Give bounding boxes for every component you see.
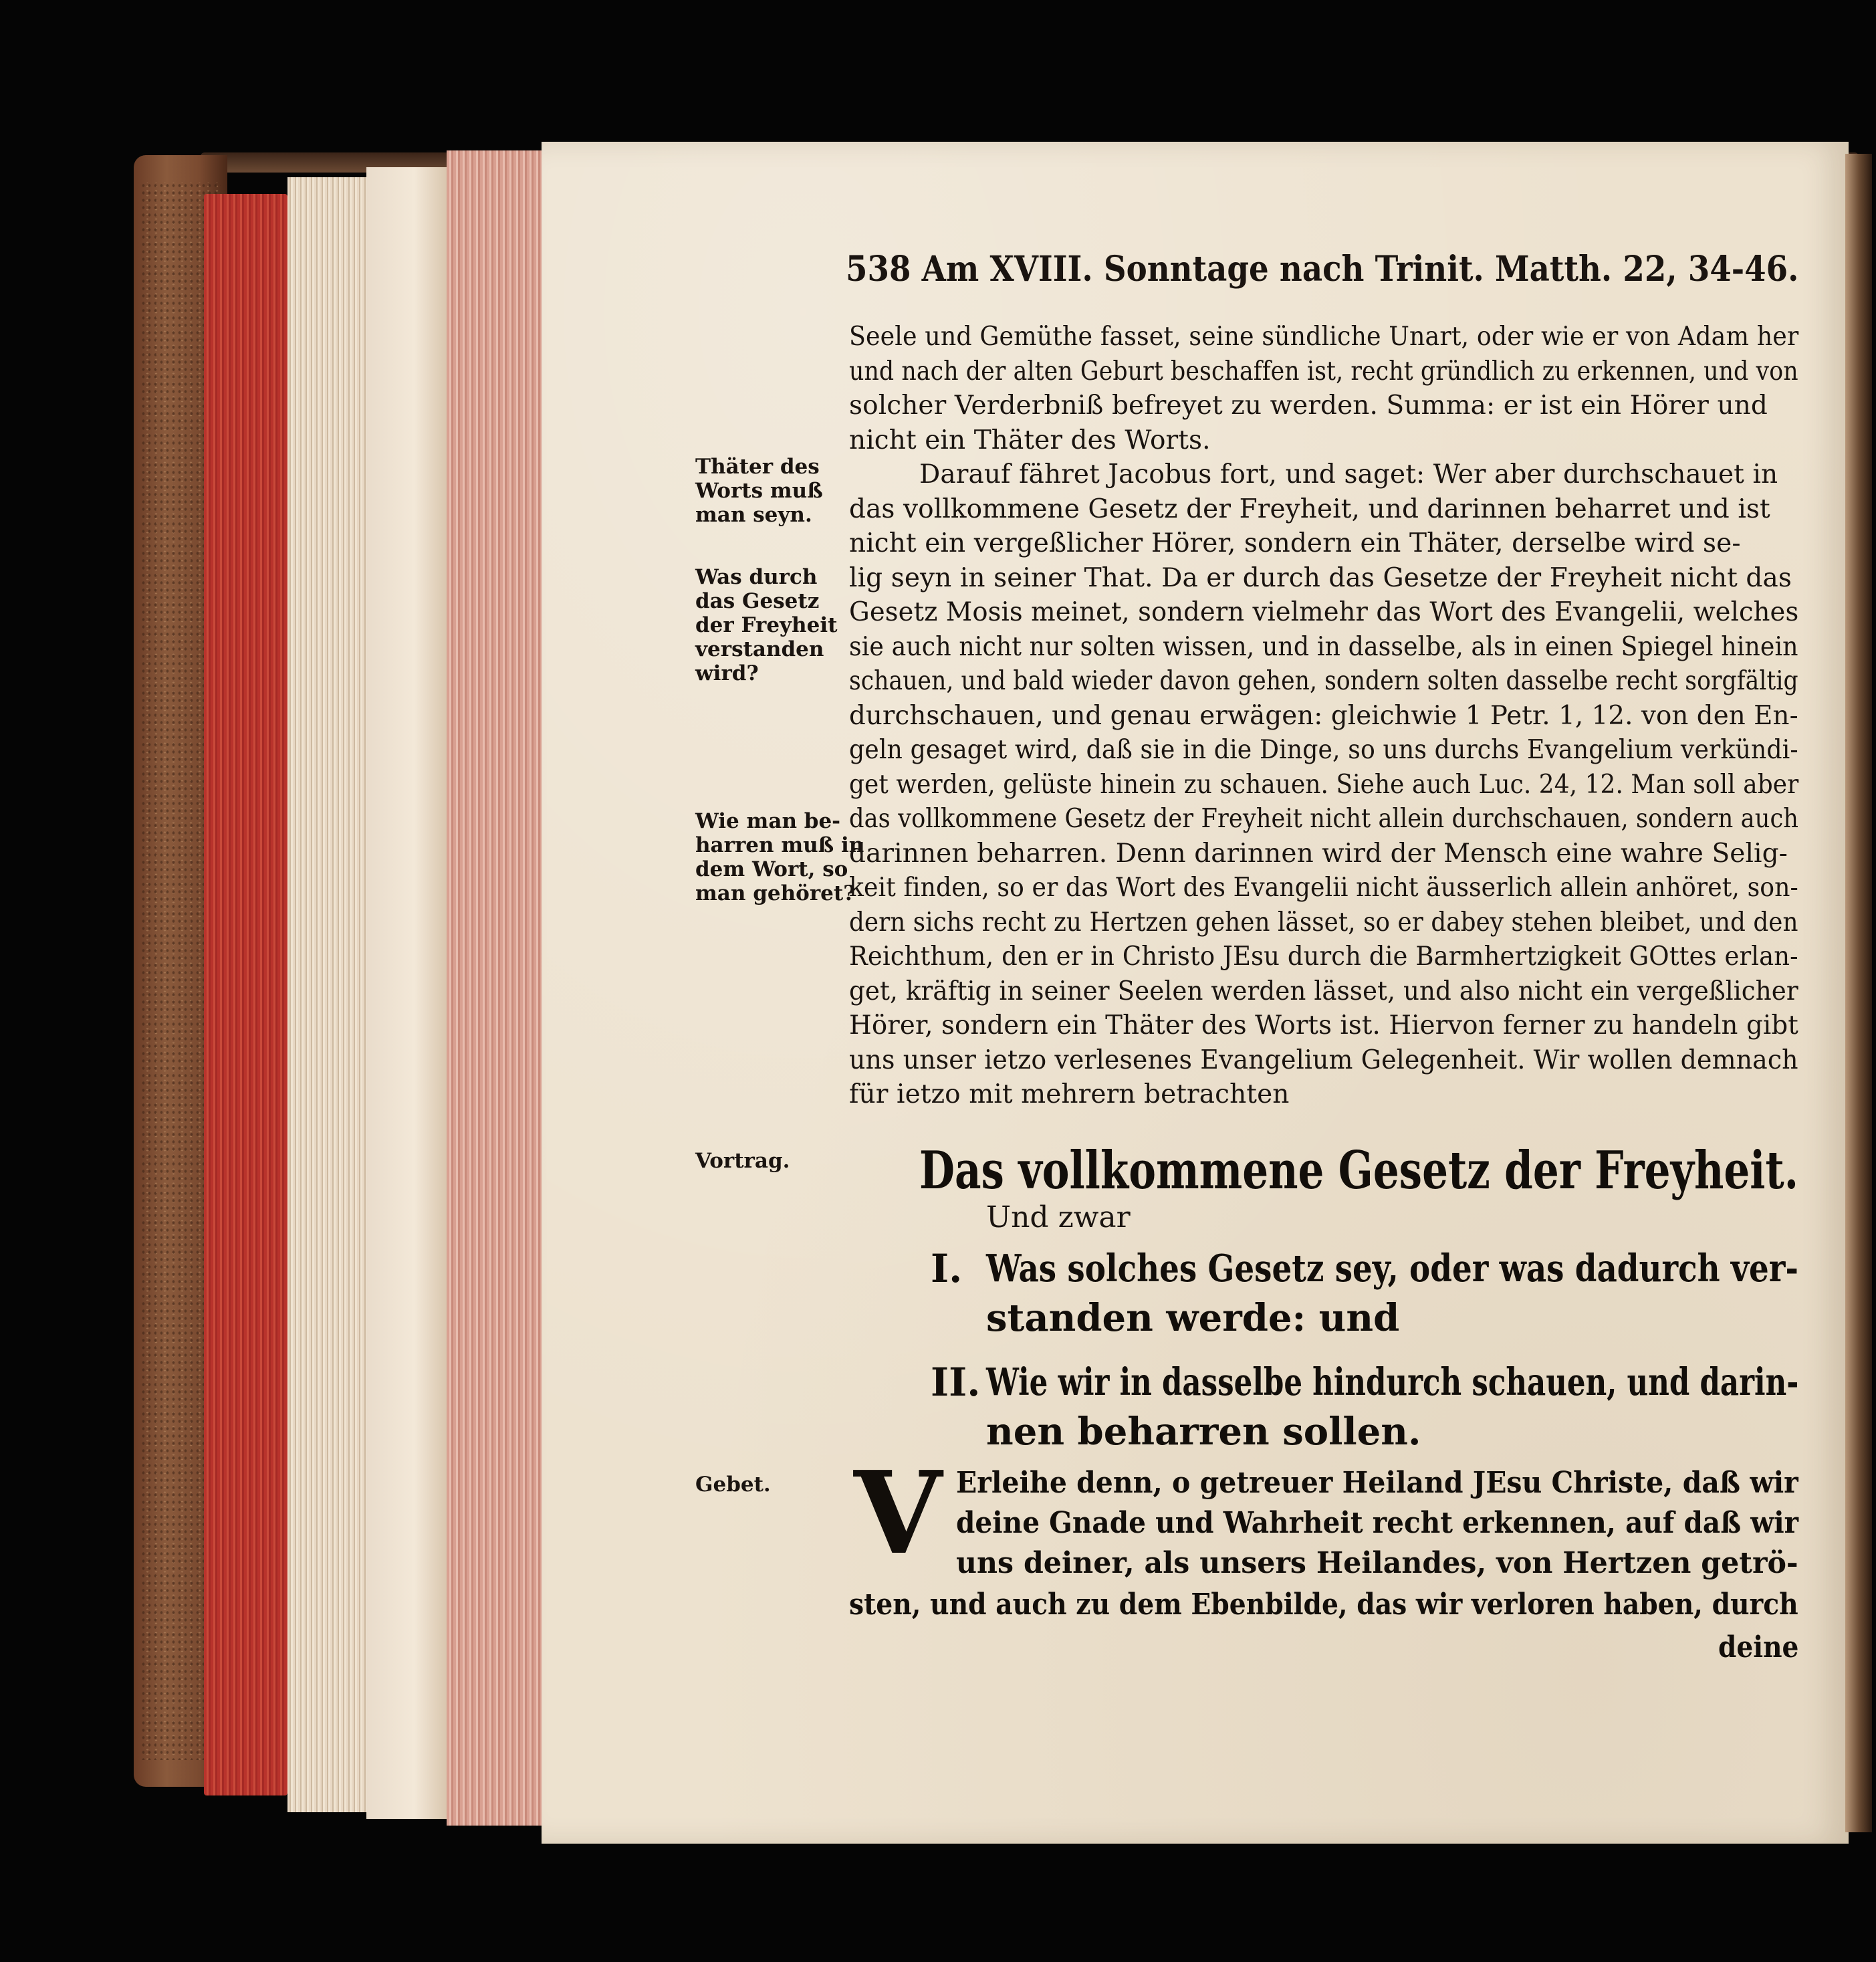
item-number-1: I. (931, 1246, 963, 1291)
dropcap-initial: V (854, 1446, 942, 1580)
margin-note-line: der Freyheit (695, 613, 838, 637)
margin-note-line: Worts muß (695, 479, 823, 503)
item-2-line-2: nen beharren sollen. (986, 1410, 1421, 1454)
body-line: schauen, und bald wieder davon gehen, sondern solten dasselbe recht sorgfältig (849, 666, 1798, 696)
body-line: geln gesaget wird, daß sie in die Dinge, so uns durchs Evangelium verkündi- (849, 735, 1798, 765)
margin-note-line: das Gesetz (695, 589, 820, 613)
margin-note-line: harren muß in (695, 833, 864, 857)
body-line: nicht ein vergeßlicher Hörer, sondern ein Thäter, derselbe wird se- (849, 528, 1741, 558)
body-line: Hörer, sondern ein Thäter des Worts ist. Hiervon ferner zu handeln gibt (849, 1010, 1798, 1041)
margin-note-thaeter (695, 455, 842, 527)
body-line: uns unser ietzo verlesenes Evangelium Gelegenheit. Wir wollen demnach (849, 1045, 1798, 1075)
body-line: keit finden, so er das Wort des Evangelii nicht äusserlich allein anhöret, son- (849, 873, 1798, 903)
body-line: lig seyn in seiner That. Da er durch das Gesetze der Freyheit nicht das (849, 562, 1792, 593)
book-gutter (1845, 154, 1872, 1832)
prayer-line-2: deine Gnade und Wahrheit recht erkennen, auf daß wir (956, 1506, 1799, 1540)
body-line: Gesetz Mosis meinet, sondern vielmehr das Wort des Evangelii, welches (849, 597, 1799, 627)
page-edges (287, 177, 368, 1812)
body-line: für ietzo mit mehrern betrachten (849, 1079, 1290, 1109)
margin-note-line: man gehöret? (695, 881, 856, 905)
item-1-line-2: standen werde: und (986, 1296, 1400, 1340)
page-edges-red (204, 194, 287, 1795)
body-line: solcher Verderbniß befreyet zu werden. Summa: er ist ein Hörer und (849, 391, 1768, 421)
page-edges-light (366, 167, 447, 1819)
page-edges-pink (447, 150, 547, 1826)
body-line: und nach der alten Geburt beschaffen ist, recht gründlich zu erkennen, und von (849, 356, 1798, 387)
body-line: das vollkommene Gesetz der Freyheit nicht allein durchschauen, sondern auch (849, 804, 1799, 834)
und-zwar: Und zwar (986, 1200, 1131, 1234)
prayer-line-1: Erleihe denn, o getreuer Heiland JEsu Christe, daß wir (956, 1466, 1798, 1500)
margin-note-vortrag (695, 1149, 842, 1173)
margin-note-line: Was durch (695, 565, 818, 589)
prayer-line-4: sten, und auch zu dem Ebenbilde, das wir verloren haben, durch (849, 1588, 1798, 1622)
margin-note-beharren (695, 809, 864, 905)
margin-note-line: Vortrag. (695, 1149, 790, 1173)
item-2-line-1: Wie wir in dasselbe hindurch schauen, und darin- (986, 1360, 1799, 1404)
body-line: get werden, gelüste hinein zu schauen. Siehe auch Luc. 24, 12. Man soll aber (849, 769, 1799, 800)
catchword: deine (1718, 1630, 1799, 1664)
body-line: Seele und Gemüthe fasset, seine sündliche Unart, oder wie er von Adam her (849, 322, 1799, 352)
body-line: durchschauen, und genau erwägen: gleichwie 1 Petr. 1, 12. von den En- (849, 700, 1798, 731)
body-line: das vollkommene Gesetz der Freyheit, und darinnen beharret und ist (849, 494, 1770, 524)
margin-note-line: verstanden (695, 637, 824, 661)
margin-note-line: wird? (695, 661, 759, 685)
body-line: darinnen beharren. Denn darinnen wird der Mensch eine wahre Selig- (849, 838, 1788, 869)
margin-note-line: Thäter des (695, 455, 820, 479)
body-line: Reichthum, den er in Christo JEsu durch die Barmhertzigkeit GOttes erlan- (849, 942, 1798, 972)
body-line: nicht ein Thäter des Worts. (849, 425, 1211, 455)
margin-note-line: man seyn. (695, 503, 812, 527)
margin-note-gesetz (695, 565, 842, 685)
margin-note-gebet (695, 1473, 842, 1497)
prayer-line-3: uns deiner, als unsers Heilandes, von Hertzen getrö- (956, 1546, 1798, 1580)
margin-note-line: Gebet. (695, 1473, 771, 1497)
page-header: 538 Am XVIII. Sonntage nach Trinit. Matth. 22, 34-46. (846, 249, 1799, 290)
item-1-line-1: Was solches Gesetz sey, oder was dadurch ver- (986, 1246, 1798, 1291)
section-title: Das vollkommene Gesetz der Freyheit. (919, 1140, 1798, 1201)
body-line: Darauf fähret Jacobus fort, und saget: Wer aber durchschauet in (919, 459, 1778, 489)
margin-note-line: Wie man be- (695, 809, 841, 833)
margin-note-line: dem Wort, so (695, 857, 848, 881)
item-number-2: II. (931, 1359, 981, 1405)
body-line: get, kräftig in seiner Seelen werden lässet, und also nicht ein vergeßlicher (849, 976, 1798, 1006)
body-line: sie auch nicht nur solten wissen, und in dasselbe, als in einen Spiegel hinein (849, 631, 1798, 662)
body-line: dern sichs recht zu Hertzen gehen lässet, so er dabey stehen bleibet, und den (849, 907, 1798, 938)
